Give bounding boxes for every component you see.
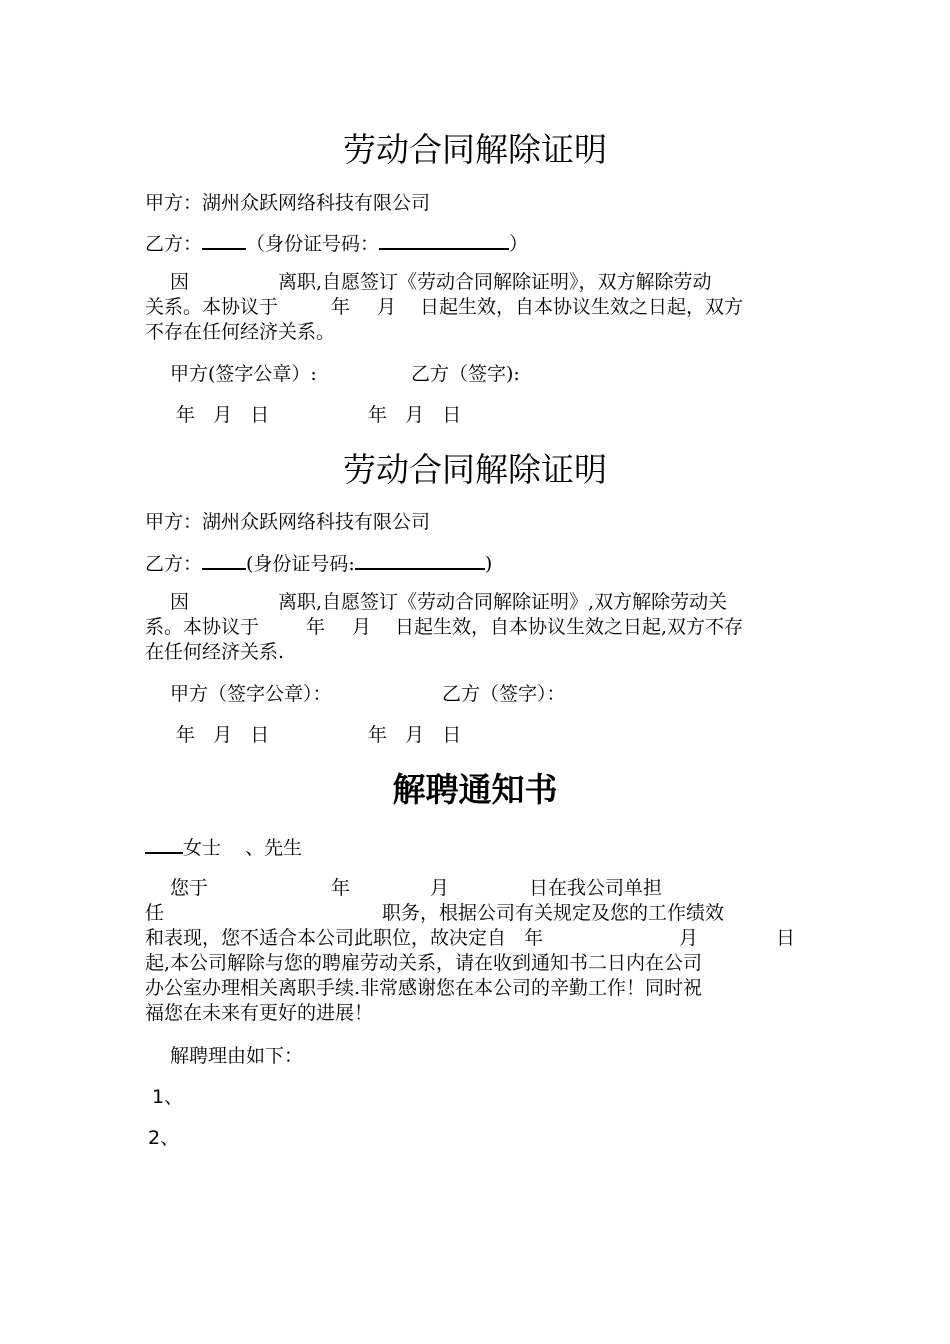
section3-title: 解聘通知书 — [392, 770, 558, 809]
section3-item-2: 2、 — [148, 1127, 180, 1149]
section1-body-1a: 因 — [170, 271, 190, 293]
section3-p4: 起,本公司解除与您的聘雇劳动关系，请在收到通知书二日内在公司 — [145, 952, 703, 974]
section2-body-1b: 离职,自愿签订《劳动合同解除证明》,双方解除劳动关 — [278, 591, 728, 613]
section3-salutation — [145, 834, 302, 861]
section3-p5: 办公室办理相关离职手续.非常感谢您在本公司的辛勤工作！同时祝 — [145, 977, 703, 999]
section2-sign-b: 乙方（签字）： — [442, 683, 566, 705]
section3-item-1: 1、 — [152, 1086, 184, 1108]
section3-p2-a: 任 — [145, 902, 165, 924]
section3-p1-c: 月 — [430, 877, 450, 899]
section2-id-close: ) — [484, 553, 493, 575]
section1-body-2d: 日起生效，自本协议生效之日起，双方 — [420, 296, 744, 318]
section2-party-a: 甲方：湖州众跃网络科技有限公司 — [145, 511, 431, 533]
section3-p1-a: 您于 — [170, 877, 209, 899]
section3-p2-b: 职务，根据公司有关规定及您的工作绩效 — [382, 902, 725, 924]
section1-party-b — [145, 230, 528, 257]
section2-body-2c: 月 — [352, 616, 372, 638]
section1-title: 劳动合同解除证明 — [343, 130, 607, 169]
section2-id-open: (身份证号码: — [246, 553, 355, 575]
section2-body-1a: 因 — [170, 591, 190, 613]
section1-party-a: 甲方：湖州众跃网络科技有限公司 — [145, 192, 431, 214]
section3-p1-d: 日在我公司单担 — [529, 877, 663, 899]
section1-id-open: （身份证号码： — [246, 233, 380, 255]
section1-body-3: 不存在任何经济关系。 — [145, 321, 336, 343]
section3-p3-a: 和表现，您不适合本公司此职位，故决定自 年 — [145, 927, 544, 949]
section1-body-2c: 月 — [377, 296, 397, 318]
section1-body-1b: 离职,自愿签订《劳动合同解除证明》，双方解除劳动 — [278, 271, 712, 293]
section3-reasons-label: 解聘理由如下： — [170, 1045, 304, 1067]
section2-party-b-label: 乙方： — [145, 553, 203, 575]
section1-id-close: ） — [509, 233, 529, 255]
section2-id-blank — [355, 550, 485, 570]
section2-body-2b: 年 — [306, 616, 326, 638]
section2-title: 劳动合同解除证明 — [343, 450, 607, 489]
section2-name-blank — [202, 550, 246, 570]
section2-party-b — [145, 550, 492, 577]
section3-name-blank — [145, 834, 183, 854]
section2-date-b: 年 月 日 — [368, 724, 462, 746]
section1-id-blank — [379, 230, 509, 250]
section1-date-b: 年 月 日 — [368, 404, 462, 426]
section3-p3-b: 月 — [679, 927, 699, 949]
section1-body-2a: 关系。本协议于 — [145, 296, 279, 318]
section2-body-3: 在任何经济关系. — [145, 641, 285, 663]
section2-body-2a: 系。本协议于 — [145, 616, 260, 638]
section1-date-a: 年 月 日 — [176, 404, 270, 426]
section1-name-blank — [202, 230, 246, 250]
section2-date-a: 年 月 日 — [176, 724, 270, 746]
section3-salutation-text: 女士 、先生 — [183, 837, 303, 859]
section2-sign-a: 甲方（签字公章）： — [170, 683, 332, 705]
section1-sign-b: 乙方（签字): — [411, 363, 520, 385]
section3-p1-b: 年 — [331, 877, 351, 899]
section3-p6: 福您在未来有更好的进展！ — [145, 1002, 374, 1024]
section2-body-2d: 日起生效，自本协议生效之日起,双方不存 — [395, 616, 744, 638]
section1-body-2b: 年 — [331, 296, 351, 318]
section3-p3-c: 日 — [776, 927, 796, 949]
section1-party-b-label: 乙方： — [145, 233, 203, 255]
section1-sign-a: 甲方(签字公章）: — [170, 363, 317, 385]
